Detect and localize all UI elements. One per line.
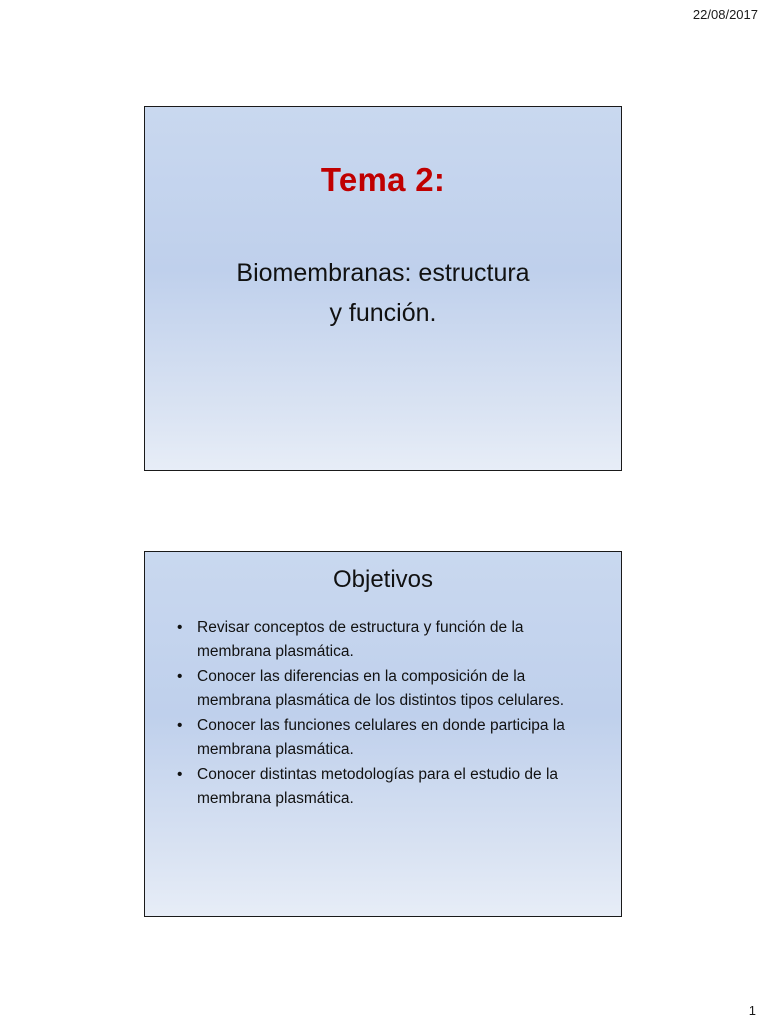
slide-title-card bbox=[144, 106, 622, 471]
subtitle-line-2: y función. bbox=[329, 299, 437, 327]
page-number: 1 bbox=[748, 1003, 756, 1018]
bullet-icon: • bbox=[177, 717, 183, 734]
objective-item bbox=[175, 763, 597, 811]
objective-item bbox=[175, 616, 597, 664]
objective-item bbox=[175, 665, 597, 713]
slide-title: Tema 2: bbox=[320, 161, 446, 198]
page-date: 22/08/2017 bbox=[692, 7, 758, 22]
objective-text: Conocer las diferencias en la composición de la membrana plasmática de los distintos tipos celulares. bbox=[197, 668, 565, 709]
bullet-icon: • bbox=[177, 619, 183, 636]
slide-objectives bbox=[144, 551, 622, 917]
bullet-icon: • bbox=[177, 668, 183, 685]
subtitle-line-1: Biomembranas: estructura bbox=[236, 259, 530, 287]
slide-subtitle bbox=[185, 253, 581, 333]
objective-item bbox=[175, 714, 597, 762]
objective-text: Conocer distintas metodologías para el estudio de la membrana plasmática. bbox=[197, 766, 559, 807]
objectives-list bbox=[175, 616, 597, 812]
bullet-icon: • bbox=[177, 766, 183, 783]
objective-text: Revisar conceptos de estructura y función de la membrana plasmática. bbox=[197, 619, 524, 660]
objectives-title: Objetivos bbox=[332, 566, 434, 593]
objective-text: Conocer las funciones celulares en donde participa la membrana plasmática. bbox=[197, 717, 565, 758]
